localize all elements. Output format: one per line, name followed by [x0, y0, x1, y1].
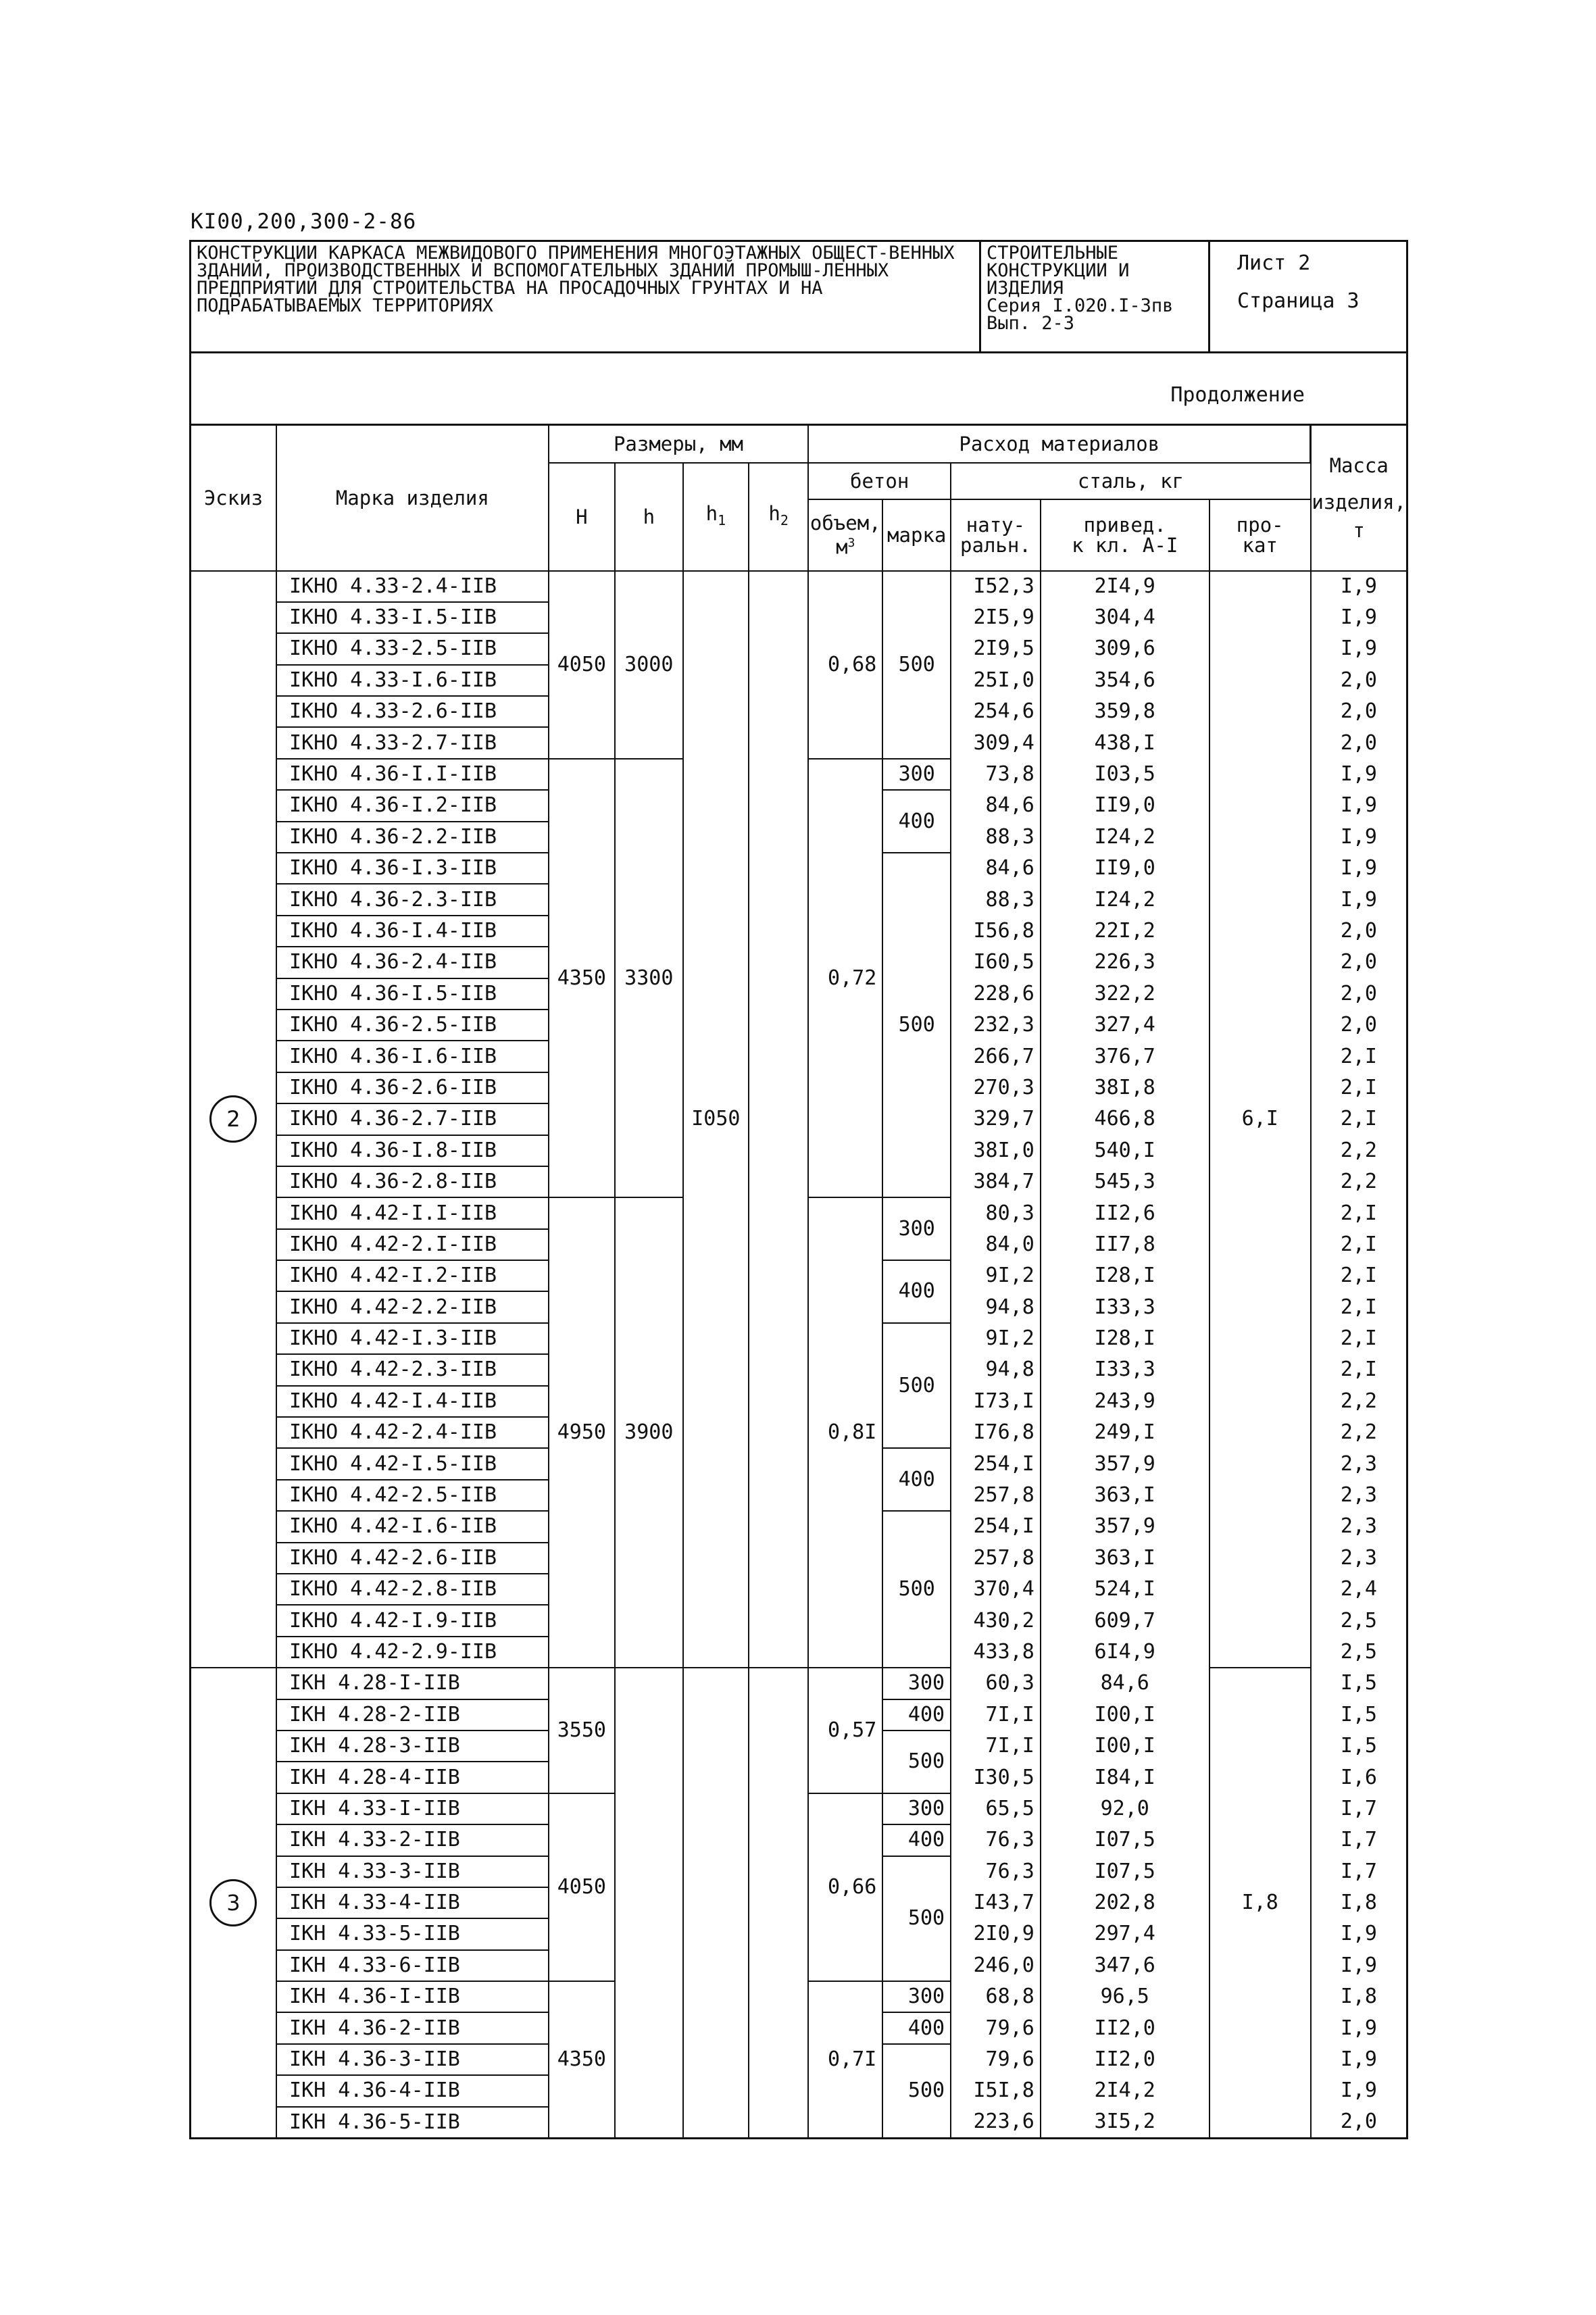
reduced-cell: 2I4,9 — [1041, 571, 1210, 602]
natural-cell: 228,6 — [951, 978, 1041, 1010]
series-line-3: ИЗДЕЛИЯ — [987, 278, 1064, 299]
natural-cell: 232,3 — [951, 1010, 1041, 1041]
reduced-cell: 226,3 — [1041, 947, 1210, 978]
reduced-cell: 327,4 — [1041, 1010, 1210, 1041]
page-number: Страница 3 — [1237, 289, 1360, 313]
mass-cell: I,5 — [1311, 1668, 1407, 1699]
reduced-cell: 6I4,9 — [1041, 1637, 1210, 1668]
reduced-cell: 524,I — [1041, 1574, 1210, 1605]
grade-cell: 300 — [882, 1668, 951, 1699]
reduced-cell: I03,5 — [1041, 759, 1210, 790]
reduced-cell: 84,6 — [1041, 1668, 1210, 1699]
mass-cell: I,9 — [1311, 571, 1407, 602]
natural-cell: 88,3 — [951, 884, 1041, 915]
mark-cell: IКНО 4.42-I.9-IIВ — [276, 1605, 549, 1636]
mass-cell: 2,0 — [1311, 727, 1407, 758]
mass-cell: 2,2 — [1311, 1417, 1407, 1448]
mass-cell: I,9 — [1311, 759, 1407, 790]
col-h2-sub: 2 — [780, 512, 789, 528]
mass-cell: I,8 — [1311, 1981, 1407, 2012]
mass-cell: I,5 — [1311, 1731, 1407, 1762]
series-line-4: Серия I.020.I-3пв — [987, 295, 1174, 316]
reduced-cell: I07,5 — [1041, 1856, 1210, 1887]
natural-cell: I30,5 — [951, 1762, 1041, 1793]
mark-cell: IКН 4.28-2-IIВ — [276, 1699, 549, 1731]
H-cell: 4950 — [549, 1197, 615, 1668]
H-cell: 4350 — [549, 1981, 615, 2138]
mark-cell: IКНО 4.33-2.6-IIВ — [276, 696, 549, 727]
mass-cell: 2,3 — [1311, 1543, 1407, 1574]
natural-cell: I43,7 — [951, 1887, 1041, 1918]
mass-cell: I,5 — [1311, 1699, 1407, 1731]
volume-cell: 0,72 — [808, 759, 882, 1197]
mark-cell: IКНО 4.36-2.4-IIВ — [276, 947, 549, 978]
h-cell: 3300 — [615, 759, 683, 1197]
mass-cell: I,9 — [1311, 790, 1407, 821]
reduced-cell: I33,3 — [1041, 1291, 1210, 1322]
grade-cell: 500 — [882, 1323, 951, 1449]
reduced-cell: 322,2 — [1041, 978, 1210, 1010]
mark-cell: IКНО 4.33-I.6-IIВ — [276, 665, 549, 696]
natural-cell: 384,7 — [951, 1166, 1041, 1197]
natural-cell: 257,8 — [951, 1480, 1041, 1511]
natural-cell: 223,6 — [951, 2107, 1041, 2139]
natural-cell: 80,3 — [951, 1197, 1041, 1228]
mark-cell: IКНО 4.33-2.5-IIВ — [276, 633, 549, 664]
mark-cell: IКНО 4.42-2.3-IIВ — [276, 1354, 549, 1385]
grade-cell: 300 — [882, 1981, 951, 2012]
h-cell: 3000 — [615, 571, 683, 759]
grade-cell: 500 — [882, 1731, 951, 1793]
natural-cell: 84,6 — [951, 790, 1041, 821]
mass-cell: I,9 — [1311, 2044, 1407, 2075]
reduced-cell: 347,6 — [1041, 1950, 1210, 1981]
natural-cell: 38I,0 — [951, 1135, 1041, 1166]
mark-cell: IКНО 4.42-I.2-IIВ — [276, 1260, 549, 1291]
reduced-cell: 3I5,2 — [1041, 2107, 1210, 2139]
mark-cell: IКН 4.36-5-IIВ — [276, 2107, 549, 2139]
mass-cell: 2,I — [1311, 1260, 1407, 1291]
natural-cell: 2I0,9 — [951, 1918, 1041, 1949]
col-h1-sub: 1 — [718, 512, 726, 528]
col-h1-label: h — [705, 501, 718, 525]
reduced-cell: 363,I — [1041, 1480, 1210, 1511]
mark-cell: IКНО 4.42-2.6-IIВ — [276, 1543, 549, 1574]
col-h1 — [683, 463, 749, 571]
natural-cell: 7I,I — [951, 1731, 1041, 1762]
reduced-cell: 545,3 — [1041, 1166, 1210, 1197]
natural-cell: 9I,2 — [951, 1323, 1041, 1354]
sheet-number: Лист 2 — [1237, 251, 1311, 275]
mass-cell: I,7 — [1311, 1856, 1407, 1887]
mass-cell: 2,I — [1311, 1323, 1407, 1354]
grade-cell: 400 — [882, 1699, 951, 1731]
reduced-cell: 357,9 — [1041, 1448, 1210, 1479]
grade-cell: 400 — [882, 1260, 951, 1323]
mark-cell: IКНО 4.36-I.6-IIВ — [276, 1041, 549, 1072]
mark-cell: IКН 4.36-4-IIВ — [276, 2075, 549, 2106]
reduced-cell: I28,I — [1041, 1260, 1210, 1291]
col-natural-l2: ральн. — [960, 533, 1031, 557]
mass-cell: 2,I — [1311, 1041, 1407, 1072]
mark-cell: IКН 4.36-I-IIВ — [276, 1981, 549, 2012]
natural-cell: 266,7 — [951, 1041, 1041, 1072]
H-cell: 3550 — [549, 1668, 615, 1793]
grade-cell: 500 — [882, 571, 951, 759]
mass-cell: I,9 — [1311, 822, 1407, 853]
mass-cell: I,9 — [1311, 633, 1407, 664]
mark-cell: IКНО 4.36-2.8-IIВ — [276, 1166, 549, 1197]
materials-table — [189, 424, 1408, 2139]
mark-cell: IКН 4.28-I-IIВ — [276, 1668, 549, 1699]
natural-cell: 68,8 — [951, 1981, 1041, 2012]
grade-cell: 300 — [882, 759, 951, 790]
title-block — [189, 240, 1408, 353]
mark-cell: IКНО 4.36-2.3-IIВ — [276, 884, 549, 915]
natural-cell: 73,8 — [951, 759, 1041, 790]
grade-cell: 400 — [882, 1824, 951, 1856]
mass-cell: 2,I — [1311, 1291, 1407, 1322]
col-rolled-l2: кат — [1242, 533, 1278, 557]
h-cell: 3900 — [615, 1197, 683, 1668]
mark-cell: IКНО 4.33-2.7-IIВ — [276, 727, 549, 758]
sketch-number-circle: 2 — [209, 1095, 257, 1143]
mass-cell: I,9 — [1311, 1950, 1407, 1981]
col-sizes: Размеры, мм — [549, 425, 809, 463]
grade-cell: 500 — [882, 1511, 951, 1668]
h1-cell: I050 — [683, 571, 749, 1668]
reduced-cell: 376,7 — [1041, 1041, 1210, 1072]
mass-cell: 2,2 — [1311, 1166, 1407, 1197]
natural-cell: 65,5 — [951, 1793, 1041, 1824]
table-body — [191, 571, 1407, 2139]
col-h: h — [615, 463, 683, 571]
mass-cell: I,9 — [1311, 602, 1407, 633]
col-mass-l3: т — [1353, 518, 1365, 542]
natural-cell: 9I,2 — [951, 1260, 1041, 1291]
mass-cell: 2,0 — [1311, 978, 1407, 1010]
natural-cell: I5I,8 — [951, 2075, 1041, 2106]
mass-cell: 2,I — [1311, 1197, 1407, 1228]
natural-cell: I60,5 — [951, 947, 1041, 978]
mark-cell: IКНО 4.36-2.7-IIВ — [276, 1103, 549, 1135]
mass-cell: 2,I — [1311, 1072, 1407, 1103]
reduced-cell: 438,I — [1041, 727, 1210, 758]
h-cell — [615, 1668, 683, 2138]
mark-cell: IКНО 4.42-I.6-IIВ — [276, 1511, 549, 1542]
natural-cell: 76,3 — [951, 1856, 1041, 1887]
mass-cell: 2,0 — [1311, 947, 1407, 978]
natural-cell: 309,4 — [951, 727, 1041, 758]
natural-cell: 94,8 — [951, 1354, 1041, 1385]
mass-cell: 2,5 — [1311, 1605, 1407, 1636]
col-mark: Марка изделия — [276, 425, 549, 571]
mark-cell: IКНО 4.42-2.4-IIВ — [276, 1417, 549, 1448]
mass-cell: 2,I — [1311, 1229, 1407, 1260]
table-row — [191, 571, 1407, 602]
reduced-cell: 609,7 — [1041, 1605, 1210, 1636]
reduced-cell: I33,3 — [1041, 1354, 1210, 1385]
reduced-cell: I07,5 — [1041, 1824, 1210, 1856]
rolled-cell: 6,I — [1210, 571, 1311, 1668]
col-mass-l2: изделия, — [1312, 490, 1406, 514]
mass-cell: I,7 — [1311, 1824, 1407, 1856]
mass-cell: 2,0 — [1311, 696, 1407, 727]
natural-cell: 246,0 — [951, 1950, 1041, 1981]
reduced-cell: I84,I — [1041, 1762, 1210, 1793]
reduced-cell: I24,2 — [1041, 884, 1210, 915]
col-reduced — [1041, 499, 1210, 571]
reduced-cell: I00,I — [1041, 1731, 1210, 1762]
col-rolled-l1: про- — [1236, 513, 1284, 537]
natural-cell: 329,7 — [951, 1103, 1041, 1135]
col-volume — [808, 499, 882, 571]
natural-cell: 2I5,9 — [951, 602, 1041, 633]
grade-cell: 300 — [882, 1793, 951, 1824]
col-sketch: Эскиз — [191, 425, 276, 571]
sketch-cell — [191, 571, 276, 1668]
mark-cell: IКН 4.33-I-IIВ — [276, 1793, 549, 1824]
sketch-number-circle: 3 — [209, 1879, 257, 1926]
reduced-cell: 243,9 — [1041, 1386, 1210, 1417]
mark-cell: IКНО 4.42-I.3-IIВ — [276, 1323, 549, 1354]
reduced-cell: II2,0 — [1041, 2044, 1210, 2075]
table-row — [191, 1668, 1407, 1699]
mass-cell: 2,0 — [1311, 916, 1407, 947]
mass-cell: I,8 — [1311, 1887, 1407, 1918]
series-line-5: Вып. 2-3 — [987, 313, 1075, 334]
col-reduced-l2: к кл. А-I — [1072, 533, 1178, 557]
h1-cell — [683, 1668, 749, 2138]
volume-cell: 0,68 — [808, 571, 882, 759]
mass-cell: I,9 — [1311, 853, 1407, 884]
mass-cell: 2,3 — [1311, 1480, 1407, 1511]
mass-cell: I,9 — [1311, 2075, 1407, 2106]
mass-cell: 2,2 — [1311, 1135, 1407, 1166]
mark-cell: IКН 4.36-3-IIВ — [276, 2044, 549, 2075]
mark-cell: IКНО 4.42-2.I-IIВ — [276, 1229, 549, 1260]
reduced-cell: II2,6 — [1041, 1197, 1210, 1228]
reduced-cell: 309,6 — [1041, 633, 1210, 664]
mark-cell: IКНО 4.36-2.5-IIВ — [276, 1010, 549, 1041]
volume-cell: 0,7I — [808, 1981, 882, 2138]
grade-cell: 400 — [882, 790, 951, 853]
reduced-cell: 297,4 — [1041, 1918, 1210, 1949]
col-reduced-l1: привед. — [1083, 513, 1166, 537]
natural-cell: 84,0 — [951, 1229, 1041, 1260]
reduced-cell: 22I,2 — [1041, 916, 1210, 947]
mark-cell: IКНО 4.42-I.5-IIВ — [276, 1448, 549, 1479]
reduced-cell: 363,I — [1041, 1543, 1210, 1574]
natural-cell: I73,I — [951, 1386, 1041, 1417]
reduced-cell: 354,6 — [1041, 665, 1210, 696]
natural-cell: 25I,0 — [951, 665, 1041, 696]
mark-cell: IКН 4.33-2-IIВ — [276, 1824, 549, 1856]
natural-cell: I56,8 — [951, 916, 1041, 947]
natural-cell: 370,4 — [951, 1574, 1041, 1605]
natural-cell: I52,3 — [951, 571, 1041, 602]
document-code: КI00,200,300-2-86 — [191, 209, 417, 234]
reduced-cell: 92,0 — [1041, 1793, 1210, 1824]
reduced-cell: 38I,8 — [1041, 1072, 1210, 1103]
col-h2 — [749, 463, 808, 571]
H-cell: 4050 — [549, 571, 615, 759]
mark-cell: IКНО 4.36-I.5-IIВ — [276, 978, 549, 1010]
natural-cell: 270,3 — [951, 1072, 1041, 1103]
mark-cell: IКНО 4.42-2.8-IIВ — [276, 1574, 549, 1605]
natural-cell: 60,3 — [951, 1668, 1041, 1699]
natural-cell: 94,8 — [951, 1291, 1041, 1322]
mass-cell: 2,0 — [1311, 665, 1407, 696]
mass-cell: 2,5 — [1311, 1637, 1407, 1668]
mark-cell: IКНО 4.36-2.2-IIВ — [276, 822, 549, 853]
mass-cell: 2,I — [1311, 1354, 1407, 1385]
reduced-cell: I28,I — [1041, 1323, 1210, 1354]
col-mass — [1311, 425, 1407, 571]
h2-cell — [749, 571, 808, 1668]
reduced-cell: 96,5 — [1041, 1981, 1210, 2012]
natural-cell: 257,8 — [951, 1543, 1041, 1574]
reduced-cell: 304,4 — [1041, 602, 1210, 633]
col-h2-label: h — [768, 501, 780, 525]
document-title: КОНСТРУКЦИИ КАРКАСА МЕЖВИДОВОГО ПРИМЕНЕНИЯ МНОГОЭТАЖНЫХ ОБЩЕСТ-ВЕННЫХ ЗДАНИЙ, ПРОИЗВОДСТВЕННЫХ И ВСПОМОГАТЕЛЬНЫХ ЗДАНИЙ ПРОМЫШ-ЛЕННЫХ ПРЕДПРИЯТИЙ ДЛЯ СТРОИТЕЛЬСТВА НА ПРОСАДОЧНЫХ ГРУНТАХ И НА ПОДРАБАТЫВАЕМЫХ ТЕРРИТОРИЯХ — [191, 241, 980, 353]
mark-cell: IКНО 4.42-2.2-IIВ — [276, 1291, 549, 1322]
mark-cell: IКН 4.33-5-IIВ — [276, 1918, 549, 1949]
series-block — [980, 241, 1210, 353]
natural-cell: 79,6 — [951, 2012, 1041, 2043]
volume-cell: 0,57 — [808, 1668, 882, 1793]
volume-cell: 0,66 — [808, 1793, 882, 1981]
mark-cell: IКН 4.33-4-IIВ — [276, 1887, 549, 1918]
mass-cell: I,7 — [1311, 1793, 1407, 1824]
sheet-block — [1210, 241, 1407, 353]
col-volume-label: объем, м — [809, 511, 881, 559]
grade-cell: 500 — [882, 853, 951, 1197]
mark-cell: IКНО 4.36-I.2-IIВ — [276, 790, 549, 821]
grade-cell: 400 — [882, 1448, 951, 1511]
mark-cell: IКНО 4.33-2.4-IIВ — [276, 571, 549, 602]
mark-cell: IКНО 4.42-2.9-IIВ — [276, 1637, 549, 1668]
natural-cell: 76,3 — [951, 1824, 1041, 1856]
mass-cell: 2,2 — [1311, 1386, 1407, 1417]
H-cell: 4050 — [549, 1793, 615, 1981]
natural-cell: 2I9,5 — [951, 633, 1041, 664]
reduced-cell: 2I4,2 — [1041, 2075, 1210, 2106]
mark-cell: IКНО 4.36-I.3-IIВ — [276, 853, 549, 884]
natural-cell: 7I,I — [951, 1699, 1041, 1731]
mark-cell: IКН 4.33-3-IIВ — [276, 1856, 549, 1887]
reduced-cell: II9,0 — [1041, 853, 1210, 884]
reduced-cell: I00,I — [1041, 1699, 1210, 1731]
grade-cell: 300 — [882, 1197, 951, 1260]
reduced-cell: 540,I — [1041, 1135, 1210, 1166]
reduced-cell: 249,I — [1041, 1417, 1210, 1448]
col-natural-l1: нату- — [966, 513, 1026, 537]
sketch-cell — [191, 1668, 276, 2138]
mass-cell: 2,I — [1311, 1103, 1407, 1135]
mark-cell: IКНО 4.36-I.4-IIВ — [276, 916, 549, 947]
natural-cell: 254,I — [951, 1511, 1041, 1542]
grade-cell: 400 — [882, 2012, 951, 2043]
reduced-cell: I24,2 — [1041, 822, 1210, 853]
natural-cell: I76,8 — [951, 1417, 1041, 1448]
h2-cell — [749, 1668, 808, 2138]
natural-cell: 433,8 — [951, 1637, 1041, 1668]
mass-cell: I,9 — [1311, 1918, 1407, 1949]
mark-cell: IКНО 4.42-2.5-IIВ — [276, 1480, 549, 1511]
mass-cell: 2,4 — [1311, 1574, 1407, 1605]
mass-cell: 2,0 — [1311, 1010, 1407, 1041]
col-concrete: бетон — [808, 463, 951, 499]
col-mass-l1: Масса — [1329, 453, 1389, 477]
reduced-cell: 202,8 — [1041, 1887, 1210, 1918]
reduced-cell: II7,8 — [1041, 1229, 1210, 1260]
continuation-label: Продолжение — [1170, 383, 1305, 407]
mass-cell: 2,3 — [1311, 1511, 1407, 1542]
natural-cell: 254,I — [951, 1448, 1041, 1479]
col-grade: марка — [882, 499, 951, 571]
natural-cell: 88,3 — [951, 822, 1041, 853]
mass-cell: I,9 — [1311, 2012, 1407, 2043]
mark-cell: IКН 4.28-4-IIВ — [276, 1762, 549, 1793]
mark-cell: IКНО 4.42-I.I-IIВ — [276, 1197, 549, 1228]
mark-cell: IКНО 4.36-I.I-IIВ — [276, 759, 549, 790]
natural-cell: 430,2 — [951, 1605, 1041, 1636]
series-line-2: КОНСТРУКЦИИ И — [987, 260, 1130, 281]
col-materials: Расход материалов — [808, 425, 1311, 463]
reduced-cell: II2,0 — [1041, 2012, 1210, 2043]
mass-cell: 2,0 — [1311, 2107, 1407, 2139]
col-rolled — [1210, 499, 1311, 571]
natural-cell: 254,6 — [951, 696, 1041, 727]
reduced-cell: 357,9 — [1041, 1511, 1210, 1542]
mark-cell: IКНО 4.36-2.6-IIВ — [276, 1072, 549, 1103]
volume-cell: 0,8I — [808, 1197, 882, 1668]
mark-cell: IКНО 4.36-I.8-IIВ — [276, 1135, 549, 1166]
mark-cell: IКНО 4.33-I.5-IIВ — [276, 602, 549, 633]
mass-cell: I,9 — [1311, 884, 1407, 915]
mass-cell: 2,3 — [1311, 1448, 1407, 1479]
col-natural — [951, 499, 1041, 571]
natural-cell: 79,6 — [951, 2044, 1041, 2075]
mark-cell: IКН 4.36-2-IIВ — [276, 2012, 549, 2043]
grade-cell: 500 — [882, 2044, 951, 2139]
rolled-cell: I,8 — [1210, 1668, 1311, 2138]
col-H: Н — [549, 463, 615, 571]
reduced-cell: 359,8 — [1041, 696, 1210, 727]
mass-cell: I,6 — [1311, 1762, 1407, 1793]
natural-cell: 84,6 — [951, 853, 1041, 884]
col-volume-sup: 3 — [847, 535, 855, 550]
reduced-cell: II9,0 — [1041, 790, 1210, 821]
col-steel: сталь, кг — [951, 463, 1311, 499]
continuation-box — [189, 353, 1408, 426]
mark-cell: IКН 4.33-6-IIВ — [276, 1950, 549, 1981]
grade-cell: 500 — [882, 1856, 951, 1982]
mark-cell: IКНО 4.42-I.4-IIВ — [276, 1386, 549, 1417]
H-cell: 4350 — [549, 759, 615, 1197]
series-line-1: СТРОИТЕЛЬНЫЕ — [987, 243, 1119, 264]
reduced-cell: 466,8 — [1041, 1103, 1210, 1135]
mark-cell: IКН 4.28-3-IIВ — [276, 1731, 549, 1762]
